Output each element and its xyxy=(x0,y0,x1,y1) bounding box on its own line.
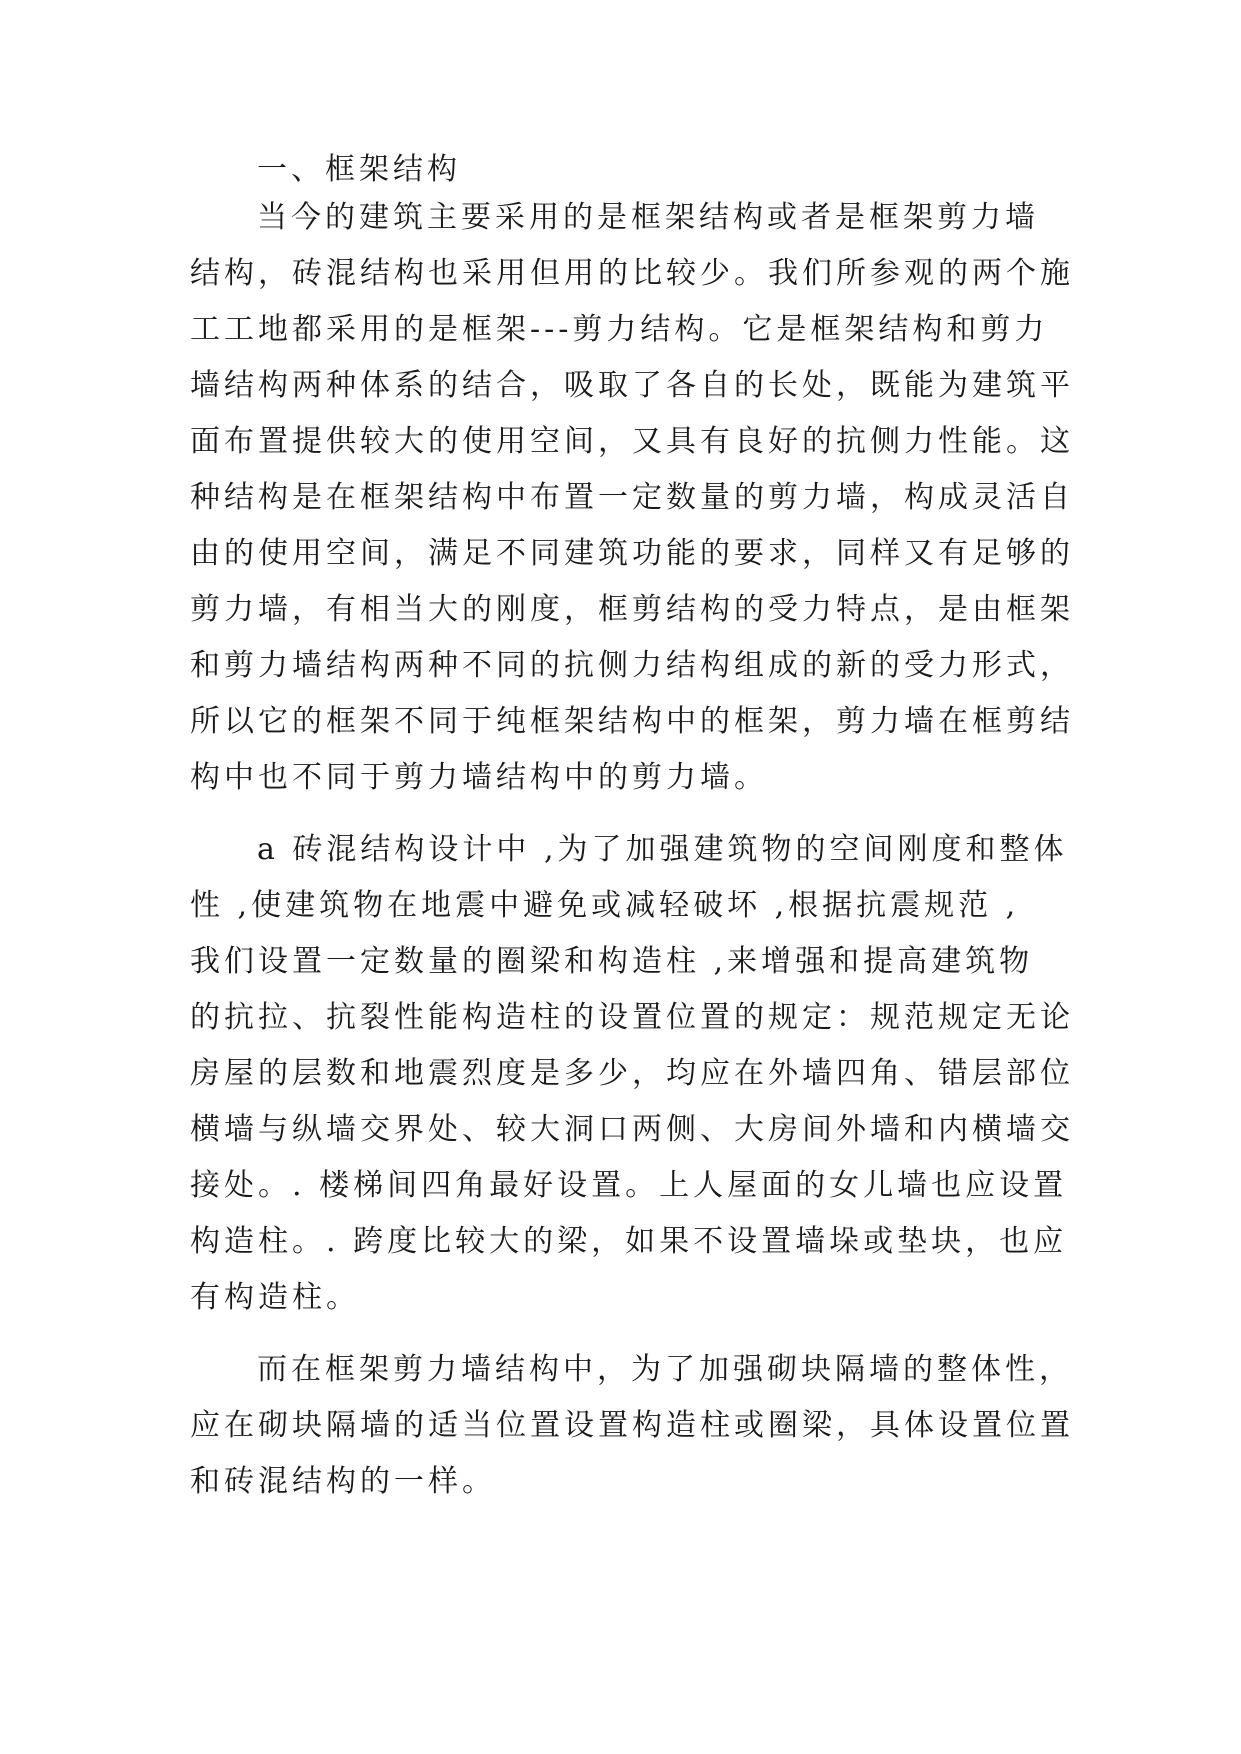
paragraph-1-line-8: 剪力墙，有相当大的刚度，框剪结构的受力特点，是由框架 xyxy=(190,592,1074,627)
paragraph-1-line-6: 种结构是在框架结构中布置一定数量的剪力墙，构成灵活自 xyxy=(190,480,1074,515)
paragraph-2-line-3: 我们设置一定数量的圈梁和构造柱 ,来增强和提高建筑物 xyxy=(190,944,1034,979)
paragraph-2-line-1: a 砖混结构设计中 ,为了加强建筑物的空间刚度和整体 xyxy=(257,832,1068,867)
paragraph-1-line-5: 面布置提供较大的使用空间，又具有良好的抗侧力性能。这 xyxy=(190,424,1074,459)
paragraph-3-line-2: 应在砌块隔墙的适当位置设置构造柱或圈梁，具体设置位置 xyxy=(190,1408,1074,1443)
paragraph-1-line-7: 由的使用空间，满足不同建筑功能的要求，同样又有足够的 xyxy=(190,536,1074,571)
paragraph-1-line-1: 当今的建筑主要采用的是框架结构或者是框架剪力墙 xyxy=(257,200,1039,235)
paragraph-1-line-4: 墙结构两种体系的结合，吸取了各自的长处，既能为建筑平 xyxy=(190,368,1074,403)
paragraph-2-line-6: 横墙与纵墙交界处、较大洞口两侧、大房间外墙和内横墙交 xyxy=(190,1112,1074,1147)
paragraph-1-line-2: 结构，砖混结构也采用但用的比较少。我们所参观的两个施 xyxy=(190,256,1074,291)
paragraph-2-line-7: 接处。. 楼梯间四角最好设置。上人屋面的女儿墙也应设置 xyxy=(190,1168,1068,1203)
paragraph-3-line-1: 而在框架剪力墙结构中，为了加强砌块隔墙的整体性， xyxy=(257,1352,1073,1387)
paragraph-2-line-2: 性 ,使建筑物在地震中避免或减轻破坏 ,根据抗震规范 , xyxy=(190,888,1020,923)
paragraph-2-line-5: 房屋的层数和地震烈度是多少，均应在外墙四角、错层部位 xyxy=(190,1056,1074,1091)
paragraph-1-line-10: 所以它的框架不同于纯框架结构中的框架，剪力墙在框剪结 xyxy=(190,704,1074,739)
paragraph-1-line-3: 工工地都采用的是框架---剪力结构。它是框架结构和剪力 xyxy=(190,312,1049,347)
section-heading: 一、框架结构 xyxy=(257,152,461,187)
paragraph-2-line-9: 有构造柱。 xyxy=(190,1280,360,1315)
paragraph-3-line-3: 和砖混结构的一样。 xyxy=(190,1464,496,1499)
paragraph-1-line-11: 构中也不同于剪力墙结构中的剪力墙。 xyxy=(190,760,768,795)
paragraph-1-line-9: 和剪力墙结构两种不同的抗侧力结构组成的新的受力形式， xyxy=(190,648,1074,683)
paragraph-2-line-8: 构造柱。. 跨度比较大的梁，如果不设置墙垛或垫块，也应 xyxy=(190,1224,1068,1259)
paragraph-2-line-4: 的抗拉、抗裂性能构造柱的设置位置的规定：规范规定无论 xyxy=(190,1000,1074,1035)
